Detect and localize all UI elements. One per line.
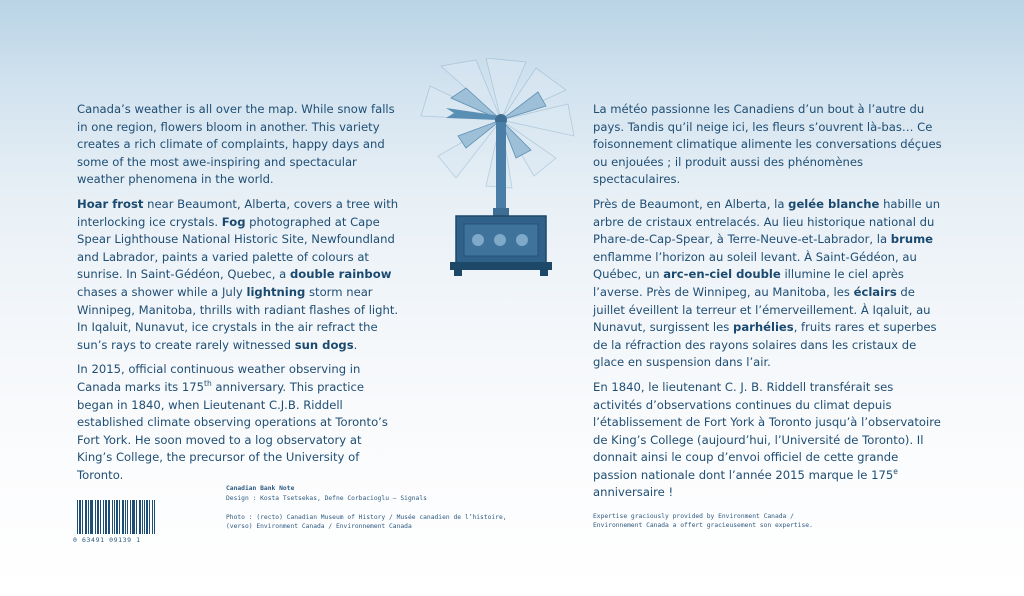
barcode-bar <box>127 500 128 534</box>
english-phenomena-paragraph <box>77 196 399 354</box>
eclairs-term: éclairs <box>853 284 897 299</box>
spacer <box>226 503 526 513</box>
barcode-bar <box>85 500 86 534</box>
barcode-bar <box>100 500 101 534</box>
expertise-line-1: Expertise graciously provided by Environment Canada / <box>593 513 794 520</box>
barcode-bar <box>140 500 141 534</box>
barcode-bar <box>130 500 131 534</box>
text-run: habille un arbre de cristaux entrelacés. Au lieu historique national du Phare-de-Cap-Spear, à Terre-Neuve-et-Labrador, la <box>593 196 941 247</box>
brume-term: brume <box>890 232 934 247</box>
barcode <box>77 500 155 534</box>
barcode-bar <box>125 500 126 534</box>
text-run: anniversary. This practice began in 1840, when Lieutenant C.J.B. Riddell established climate observing operations at Toronto’s Fort York. He soon moved to a log observatory at King’s College, the precursor of the University of Toronto. <box>77 379 388 482</box>
ordinal-suffix: th <box>204 378 212 388</box>
photo-credit-line-1: Photo : (recto) Canadian Museum of History / Musée canadien de l’histoire, <box>226 514 507 521</box>
barcode-bar <box>103 500 104 534</box>
barcode-bar <box>98 500 99 534</box>
expertise-credit <box>593 512 923 530</box>
barcode-bar <box>114 500 115 534</box>
french-intro-paragraph: La météo passionne les Canadiens d’un bout à l’autre du pays. Tandis qu’il neige ici, les fleurs s’ouvrent là-bas… Ce foisonnement climatique alimente les conversations déçues ou enjouées ; il produit aussi des phénomènes spectaculaires. <box>593 102 942 187</box>
barcode-bar <box>152 500 153 534</box>
barcode-bar <box>146 500 147 534</box>
barcode-bar <box>112 500 113 534</box>
anemometer-icon <box>416 58 586 288</box>
lightning-term: lightning <box>246 284 306 299</box>
parhelies-term: parhélies <box>733 320 794 335</box>
barcode-bar <box>119 500 120 534</box>
text-run: illumine le ciel après l’averse. Près de Winnipeg, au Manitoba, les <box>593 267 904 299</box>
english-text-column <box>77 101 399 491</box>
text-run: En 1840, le lieutenant C. J. B. Riddell transférait ses activités d’observations continues du climat depuis l’établissement de Fort York à Toronto jusqu’à l’observatoire de King’s College (aujourd’hui, l’Université de Toronto). Il donnait ainsi le coup d’envoi officiel de cette grande passion nationale dont l’année 2015 marque le 175 <box>593 379 941 482</box>
barcode-bar <box>144 500 145 534</box>
text-run: Près de Beaumont, en Alberta, la <box>593 196 789 211</box>
barcode-bar <box>149 500 150 534</box>
double-rainbow-term: double rainbow <box>289 267 392 282</box>
barcode-bar <box>77 500 78 534</box>
barcode-bar <box>97 500 98 534</box>
text-run: near Beaumont, Alberta, covers a tree with interlocking ice crystals. <box>77 196 399 229</box>
barcode-bar <box>82 500 83 534</box>
hoar-frost-term: Hoar frost <box>77 196 144 211</box>
text-run: In 2015, official continuous weather observing in Canada marks its 175 <box>77 362 361 394</box>
barcode-bar <box>154 500 155 534</box>
barcode-bar <box>108 500 109 534</box>
barcode-bar <box>86 500 87 534</box>
barcode-bar <box>90 500 91 534</box>
barcode-bar <box>123 500 124 534</box>
printer-credit: Canadian Bank Note <box>226 485 295 492</box>
barcode-bar <box>147 500 148 534</box>
barcode-bar <box>80 500 81 534</box>
english-intro-paragraph: Canada’s weather is all over the map. While snow falls in one region, flowers bloom in another. This variety creates a rich climate of complaints, happy days and some of the most awe-inspiring and spectacular weather phenomena in the world. <box>77 102 395 187</box>
barcode-bar <box>139 500 140 534</box>
sun-dogs-term: sun dogs <box>294 337 354 352</box>
french-phenomena-paragraph <box>593 196 943 372</box>
text-run: chases a shower while a July <box>77 284 247 299</box>
text-run: de juillet éveillent la terreur et l’émerveillement. À Iqaluit, au Nunavut, surgissent les <box>593 284 931 335</box>
ordinal-suffix: e <box>893 466 898 476</box>
barcode-bar <box>95 500 96 534</box>
text-run: . <box>353 337 358 352</box>
fog-term: Fog <box>221 214 246 229</box>
photo-credit-line-2: (verso) Environment Canada / Environnement Canada <box>226 523 412 530</box>
barcode-bar <box>91 500 92 534</box>
barcode-bar <box>116 500 117 534</box>
barcode-bar <box>122 500 123 534</box>
arc-en-ciel-term: arc-en-ciel double <box>663 267 781 282</box>
gelee-blanche-term: gelée blanche <box>788 196 880 211</box>
barcode-bar <box>88 500 89 534</box>
barcode-bar <box>106 500 107 534</box>
text-run: , fruits rares et superbes de la réfraction des rayons solaires dans les cristaux de glace en suspension dans l’air. <box>593 320 937 370</box>
french-history-paragraph <box>593 379 943 502</box>
text-run: anniversaire ! <box>593 485 674 500</box>
design-credit: Design : Kosta Tsetsekas, Defne Corbacioglu – Signals <box>226 495 427 502</box>
text-run: storm near Winnipeg, Manitoba, thrills with radiant flashes of light. In Iqaluit, Nunavut, ice crystals in the air refract the sun’s rays to create rarely witnessed <box>77 284 399 352</box>
barcode-bar <box>79 500 80 534</box>
barcode-bar <box>133 500 134 534</box>
production-credits <box>226 484 526 531</box>
barcode-bar <box>105 500 106 534</box>
barcode-digits: 0 63491 09139 1 <box>73 536 141 544</box>
text-run: photographed at Cape Spear Lighthouse National Historic Site, Newfoundland and Labrador, paints a varied palette of colours at sunrise. In Saint-Gédéon, Quebec, a <box>77 214 395 282</box>
expertise-line-2: Environnement Canada a offert gracieusement son expertise. <box>593 522 813 529</box>
barcode-bar <box>136 500 137 534</box>
english-history-paragraph <box>77 361 399 484</box>
barcode-bar <box>109 500 110 534</box>
barcode-bar <box>117 500 118 534</box>
barcode-bar <box>142 500 143 534</box>
barcode-bar <box>92 500 93 534</box>
french-text-column <box>593 101 943 509</box>
barcode-bar <box>134 500 135 534</box>
text-run: enflamme l’horizon au soleil levant. À Saint-Gédéon, au Québec, un <box>593 249 917 282</box>
barcode-bar <box>132 500 133 534</box>
